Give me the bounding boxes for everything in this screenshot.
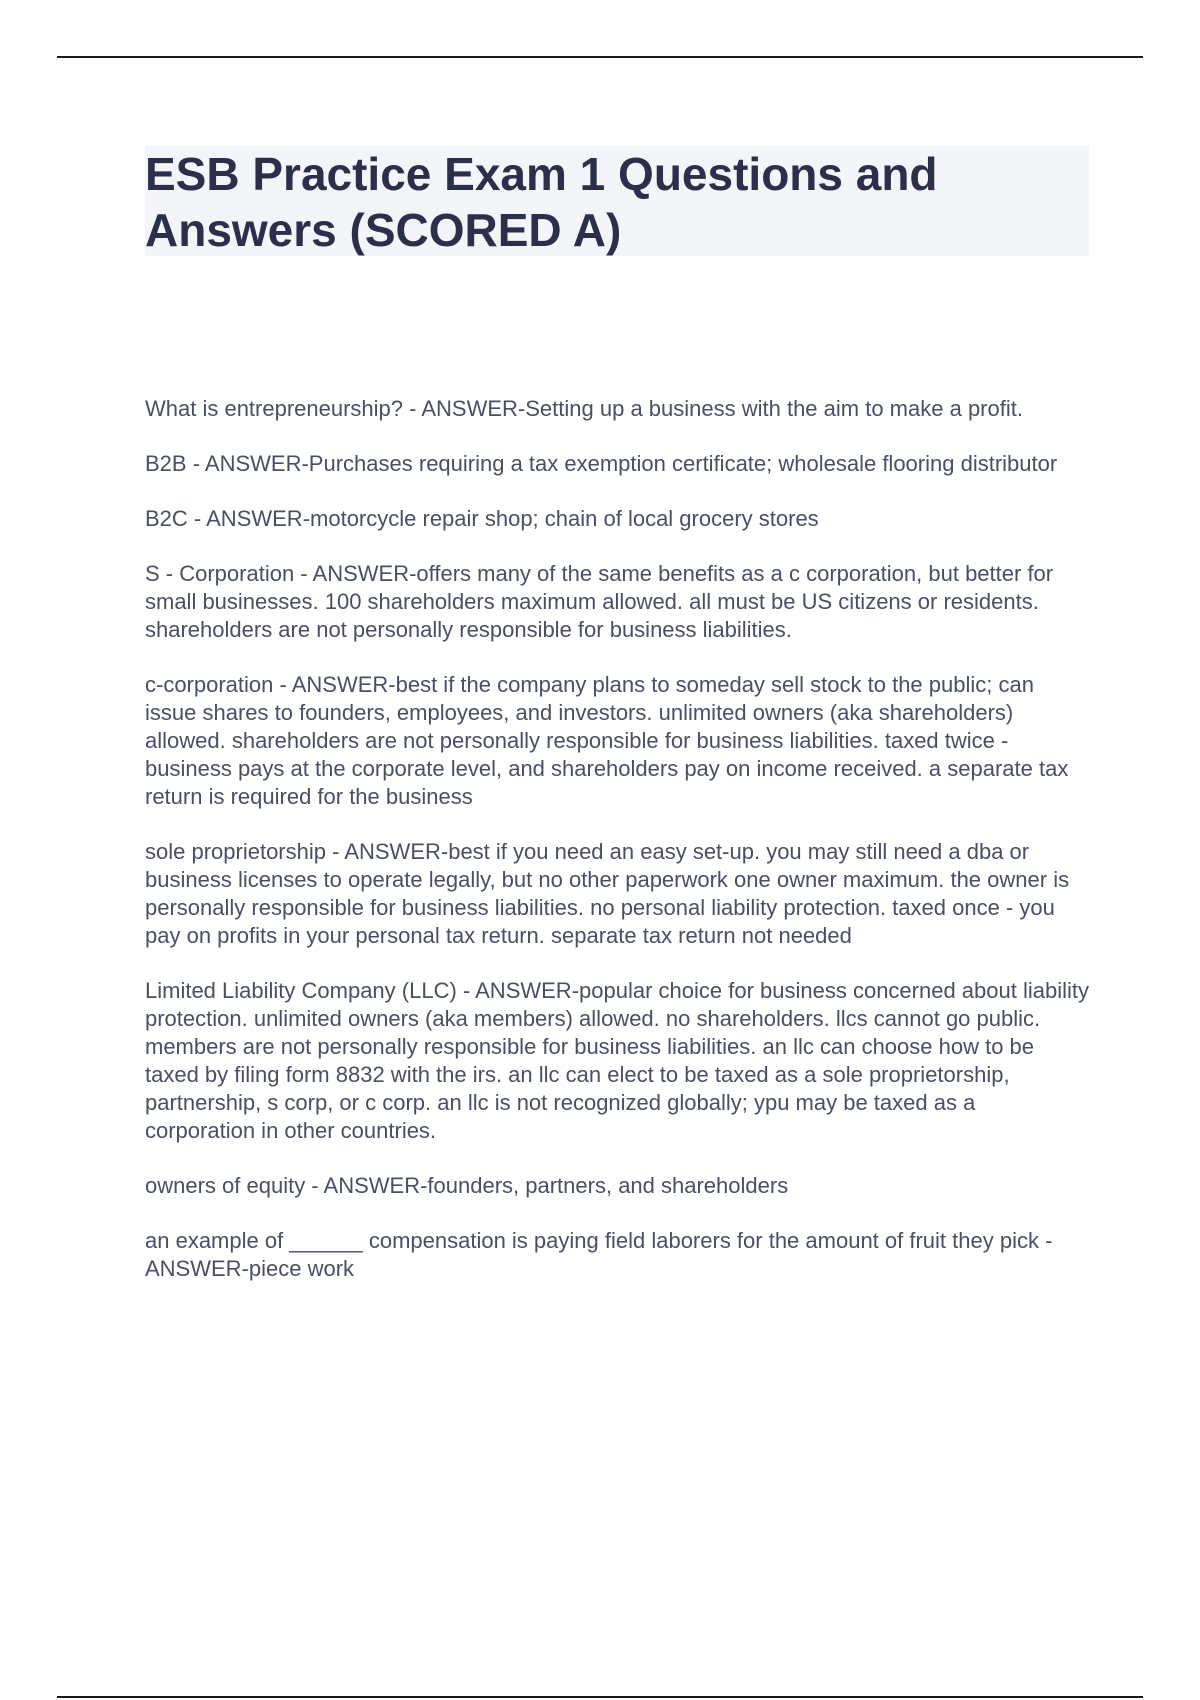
qa-item: B2B - ANSWER-Purchases requiring a tax exemption certificate; wholesale flooring distributor: [145, 451, 1058, 476]
qa-item: an example of ______ compensation is paying field laborers for the amount of fruit they pick - ANSWER-piece work: [145, 1228, 1053, 1281]
qa-item: B2C - ANSWER-motorcycle repair shop; chain of local grocery stores: [145, 506, 819, 531]
qa-list: [145, 395, 1089, 1310]
qa-item: owners of equity - ANSWER-founders, partners, and shareholders: [145, 1173, 789, 1198]
top-divider: [57, 56, 1143, 58]
bottom-divider: [57, 1696, 1143, 1698]
qa-item: sole proprietorship - ANSWER-best if you need an easy set-up. you may still need a dba or business licenses to operate legally, but no other paperwork one owner maximum. the owner is personally responsible for business liabilities. no personal liability protection. taxed once - you pay on profits in your personal tax return. separate tax return not needed: [145, 839, 1070, 948]
page-title: ESB Practice Exam 1 Questions and Answers (SCORED A): [145, 148, 938, 256]
qa-item: S - Corporation - ANSWER-offers many of the same benefits as a c corporation, but better for small businesses. 100 shareholders maximum allowed. all must be US citizens or residents. shareholders are not personally responsible for business liabilities.: [145, 561, 1054, 642]
qa-item: What is entrepreneurship? - ANSWER-Setting up a business with the aim to make a profit.: [145, 396, 1023, 421]
qa-item: Limited Liability Company (LLC) - ANSWER-popular choice for business concerned about liability protection. unlimited owners (aka members) allowed. no shareholders. llcs cannot go public. members are not personally responsible for business liabilities. an llc can choose how to be taxed by filing form 8832 with the irs. an llc can elect to be taxed as a sole proprietorship, partnership, s corp, or c corp. an llc is not recognized globally; ypu may be taxed as a corporation in other countries.: [145, 978, 1089, 1143]
qa-item: c-corporation - ANSWER-best if the company plans to someday sell stock to the public; can issue shares to founders, employees, and investors. unlimited owners (aka shareholders) allowed. shareholders are not personally responsible for business liabilities. taxed twice - business pays at the corporate level, and shareholders pay on income received. a separate tax return is required for the business: [145, 672, 1069, 809]
